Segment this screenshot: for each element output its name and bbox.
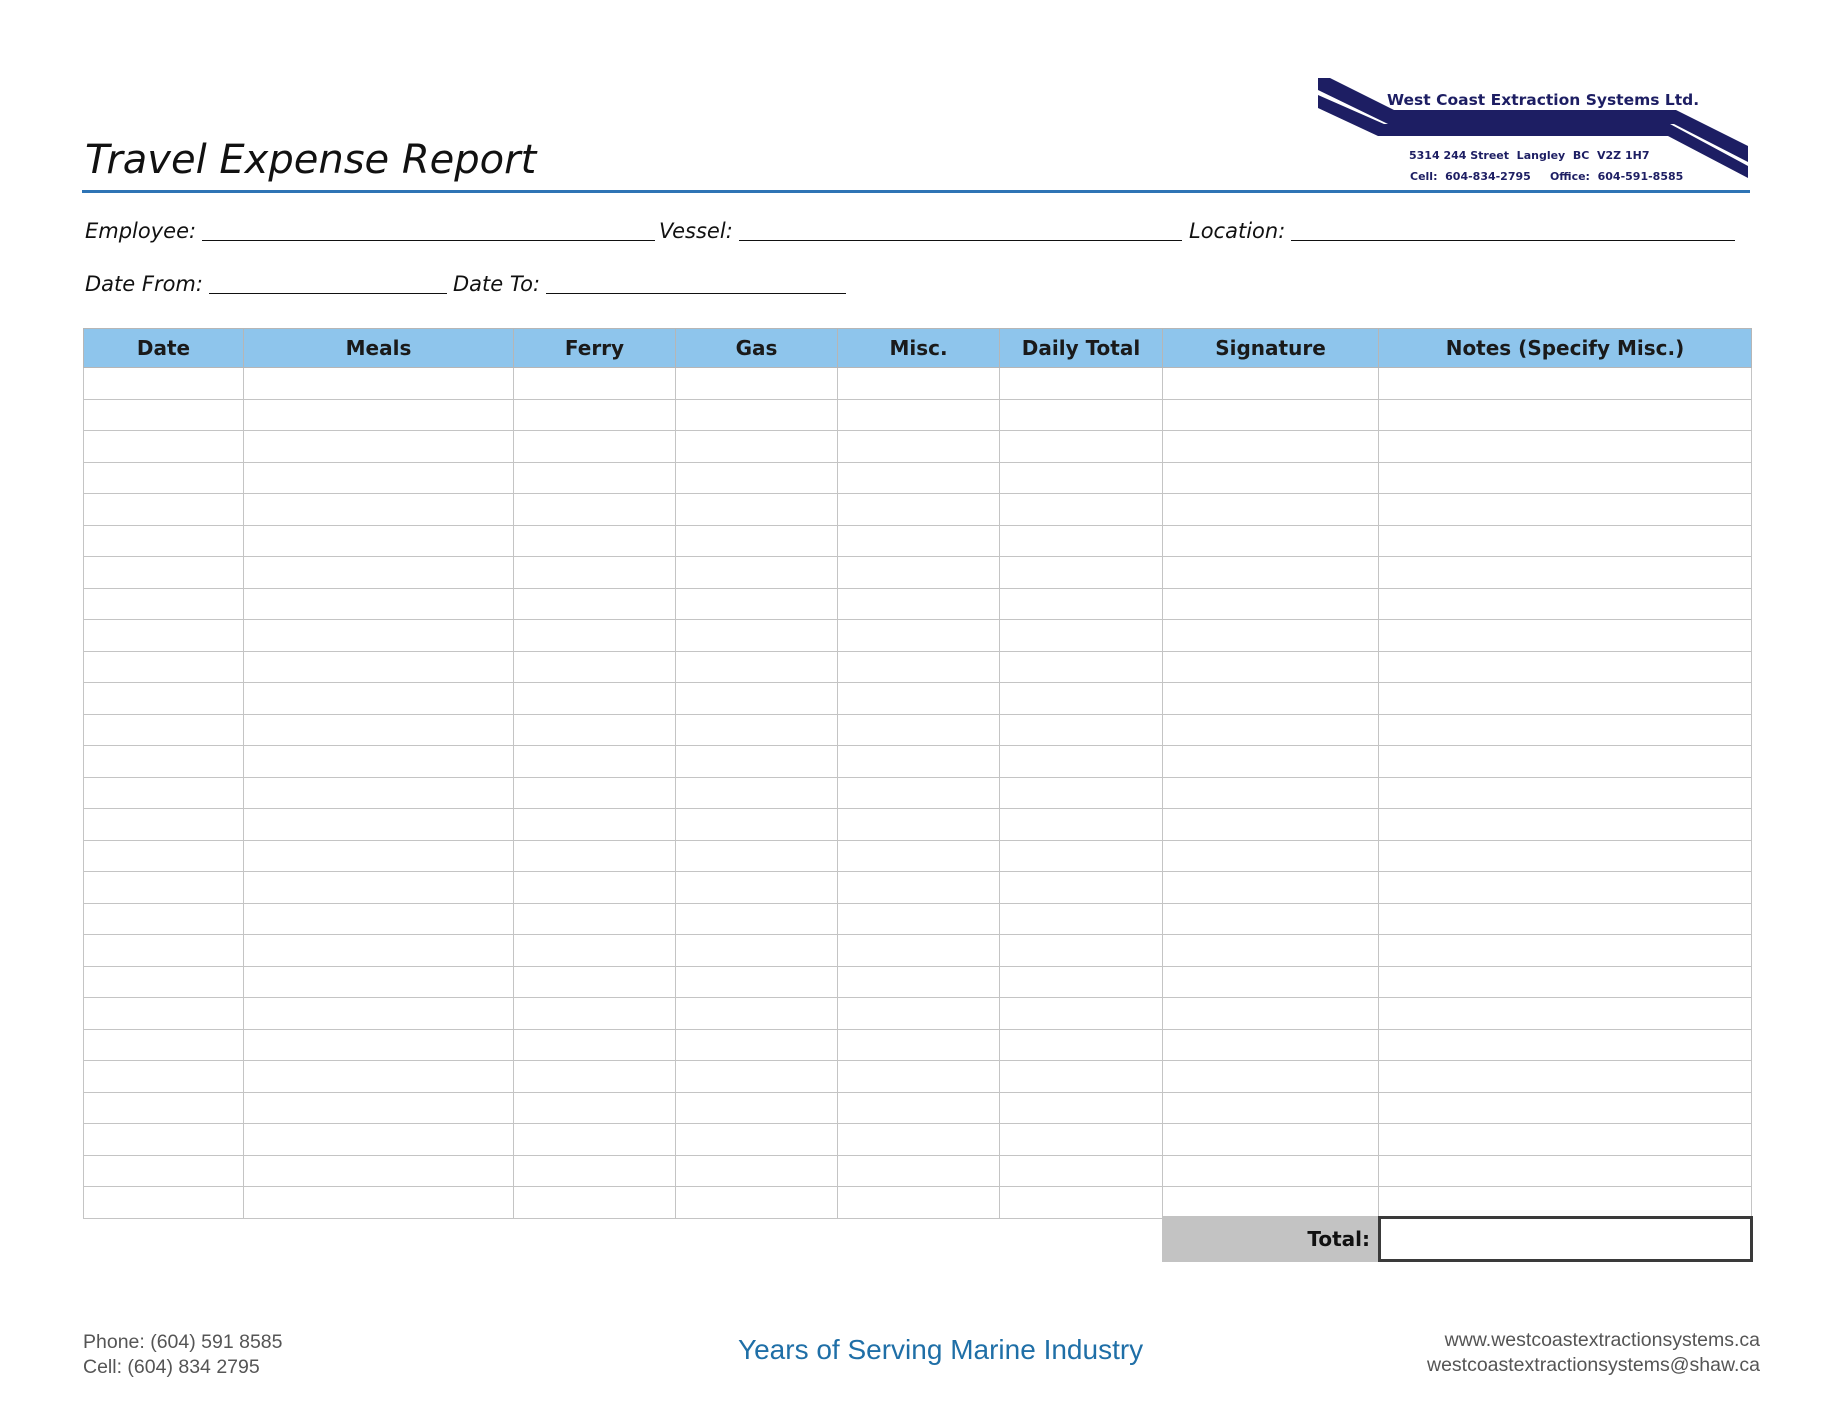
table-row: [84, 651, 1752, 683]
cell-gas[interactable]: [676, 620, 838, 652]
cell-misc[interactable]: [838, 1124, 1000, 1156]
cell-meals[interactable]: [244, 1155, 514, 1187]
cell-date[interactable]: [84, 431, 244, 463]
cell-gas[interactable]: [676, 557, 838, 589]
cell-daily-total[interactable]: [1000, 872, 1163, 904]
company-phones: Cell: 604-834-2795 Office: 604-591-8585: [1410, 170, 1684, 183]
cell-date[interactable]: [84, 683, 244, 715]
cell-meals[interactable]: [244, 903, 514, 935]
cell-meals[interactable]: [244, 431, 514, 463]
cell-misc[interactable]: [838, 746, 1000, 778]
cell-daily-total[interactable]: [1000, 525, 1163, 557]
table-row: [84, 588, 1752, 620]
table-row: [84, 494, 1752, 526]
cell-notes[interactable]: [1379, 935, 1752, 967]
cell-misc[interactable]: [838, 714, 1000, 746]
cell-ferry[interactable]: [514, 557, 676, 589]
cell-gas[interactable]: [676, 1124, 838, 1156]
cell-notes[interactable]: [1379, 368, 1752, 400]
cell-date[interactable]: [84, 966, 244, 998]
cell-ferry[interactable]: [514, 1092, 676, 1124]
cell-misc[interactable]: [838, 966, 1000, 998]
footer-website-link[interactable]: www.westcoastextractionsystems.ca: [1444, 1329, 1760, 1351]
cell-date[interactable]: [84, 1187, 244, 1219]
cell-gas[interactable]: [676, 998, 838, 1030]
cell-gas[interactable]: [676, 966, 838, 998]
cell-ferry[interactable]: [514, 746, 676, 778]
cell-gas[interactable]: [676, 525, 838, 557]
cell-misc[interactable]: [838, 1155, 1000, 1187]
cell-notes[interactable]: [1379, 557, 1752, 589]
cell-ferry[interactable]: [514, 1124, 676, 1156]
cell-ferry[interactable]: [514, 777, 676, 809]
footer-cell: Cell: (604) 834 2795: [83, 1356, 260, 1378]
cell-signature[interactable]: [1163, 525, 1379, 557]
cell-misc[interactable]: [838, 431, 1000, 463]
cell-gas[interactable]: [676, 935, 838, 967]
cell-signature[interactable]: [1163, 368, 1379, 400]
table-row: [84, 840, 1752, 872]
cell-ferry[interactable]: [514, 368, 676, 400]
cell-meals[interactable]: [244, 368, 514, 400]
cell-meals[interactable]: [244, 714, 514, 746]
company-logo: [1318, 78, 1748, 188]
cell-meals[interactable]: [244, 494, 514, 526]
cell-ferry[interactable]: [514, 1029, 676, 1061]
expense-table: [83, 328, 1752, 1219]
cell-daily-total[interactable]: [1000, 935, 1163, 967]
cell-ferry[interactable]: [514, 966, 676, 998]
table-row: [84, 1092, 1752, 1124]
vessel-input-line[interactable]: [739, 216, 1182, 241]
table-row: [84, 746, 1752, 778]
cell-gas[interactable]: [676, 399, 838, 431]
cell-ferry[interactable]: [514, 588, 676, 620]
cell-date[interactable]: [84, 651, 244, 683]
cell-misc[interactable]: [838, 620, 1000, 652]
cell-date[interactable]: [84, 368, 244, 400]
cell-signature[interactable]: [1163, 777, 1379, 809]
cell-signature[interactable]: [1163, 935, 1379, 967]
cell-daily-total[interactable]: [1000, 683, 1163, 715]
cell-daily-total[interactable]: [1000, 399, 1163, 431]
vessel-field[interactable]: [659, 214, 1182, 244]
cell-ferry[interactable]: [514, 431, 676, 463]
table-row: [84, 368, 1752, 400]
cell-ferry[interactable]: [514, 903, 676, 935]
employee-field[interactable]: [85, 214, 655, 244]
cell-ferry[interactable]: [514, 399, 676, 431]
cell-gas[interactable]: [676, 1061, 838, 1093]
table-row: [84, 809, 1752, 841]
cell-meals[interactable]: [244, 651, 514, 683]
cell-meals[interactable]: [244, 1187, 514, 1219]
cell-meals[interactable]: [244, 872, 514, 904]
table-row: [84, 935, 1752, 967]
table-row: [84, 525, 1752, 557]
cell-meals[interactable]: [244, 1092, 514, 1124]
cell-notes[interactable]: [1379, 1187, 1752, 1219]
cell-notes[interactable]: [1379, 998, 1752, 1030]
cell-notes[interactable]: [1379, 651, 1752, 683]
footer-email-link[interactable]: westcoastextractionsystems@shaw.ca: [1426, 1354, 1760, 1376]
cell-date[interactable]: [84, 1155, 244, 1187]
cell-misc[interactable]: [838, 651, 1000, 683]
cell-gas[interactable]: [676, 368, 838, 400]
cell-meals[interactable]: [244, 840, 514, 872]
cell-daily-total[interactable]: [1000, 368, 1163, 400]
cell-signature[interactable]: [1163, 998, 1379, 1030]
table-row: [84, 620, 1752, 652]
cell-daily-total[interactable]: [1000, 494, 1163, 526]
cell-date[interactable]: [84, 935, 244, 967]
cell-date[interactable]: [84, 1061, 244, 1093]
cell-signature[interactable]: [1163, 903, 1379, 935]
cell-signature[interactable]: [1163, 746, 1379, 778]
cell-meals[interactable]: [244, 462, 514, 494]
date-to-input-line[interactable]: [546, 269, 846, 294]
company-name: West Coast Extraction Systems Ltd.: [1387, 91, 1700, 109]
cell-signature[interactable]: [1163, 1092, 1379, 1124]
cell-date[interactable]: [84, 872, 244, 904]
cell-meals[interactable]: [244, 777, 514, 809]
cell-signature[interactable]: [1163, 1061, 1379, 1093]
cell-signature[interactable]: [1163, 462, 1379, 494]
cell-ferry[interactable]: [514, 525, 676, 557]
cell-misc[interactable]: [838, 1061, 1000, 1093]
cell-gas[interactable]: [676, 872, 838, 904]
table-row: [84, 557, 1752, 589]
total-label: Total:: [1162, 1216, 1378, 1262]
cell-daily-total[interactable]: [1000, 620, 1163, 652]
cell-meals[interactable]: [244, 809, 514, 841]
cell-signature[interactable]: [1163, 714, 1379, 746]
cell-misc[interactable]: [838, 809, 1000, 841]
table-row: [84, 1155, 1752, 1187]
cell-signature[interactable]: [1163, 399, 1379, 431]
cell-signature[interactable]: [1163, 1187, 1379, 1219]
column-header-ferry: Ferry: [514, 329, 676, 368]
cell-misc[interactable]: [838, 935, 1000, 967]
cell-notes[interactable]: [1379, 872, 1752, 904]
cell-gas[interactable]: [676, 683, 838, 715]
table-row: [84, 431, 1752, 463]
cell-meals[interactable]: [244, 966, 514, 998]
cell-gas[interactable]: [676, 1155, 838, 1187]
footer-web: [1427, 1328, 1760, 1378]
cell-misc[interactable]: [838, 588, 1000, 620]
cell-daily-total[interactable]: [1000, 431, 1163, 463]
cell-misc[interactable]: [838, 1092, 1000, 1124]
cell-meals[interactable]: [244, 588, 514, 620]
date-from-label: Date From:: [85, 272, 203, 296]
header-divider: [82, 190, 1750, 193]
cell-signature[interactable]: [1163, 809, 1379, 841]
cell-daily-total[interactable]: [1000, 1124, 1163, 1156]
cell-notes[interactable]: [1379, 1061, 1752, 1093]
column-header-daily-total: Daily Total: [1000, 329, 1163, 368]
cell-daily-total[interactable]: [1000, 998, 1163, 1030]
cell-gas[interactable]: [676, 809, 838, 841]
cell-daily-total[interactable]: [1000, 903, 1163, 935]
table-row: [84, 966, 1752, 998]
cell-daily-total[interactable]: [1000, 1029, 1163, 1061]
cell-daily-total[interactable]: [1000, 809, 1163, 841]
cell-date[interactable]: [84, 998, 244, 1030]
total-input-box[interactable]: [1378, 1216, 1753, 1262]
cell-notes[interactable]: [1379, 494, 1752, 526]
cell-notes[interactable]: [1379, 714, 1752, 746]
cell-signature[interactable]: [1163, 872, 1379, 904]
cell-daily-total[interactable]: [1000, 714, 1163, 746]
cell-signature[interactable]: [1163, 620, 1379, 652]
cell-date[interactable]: [84, 462, 244, 494]
cell-misc[interactable]: [838, 1029, 1000, 1061]
cell-daily-total[interactable]: [1000, 588, 1163, 620]
table-row: [84, 777, 1752, 809]
cell-notes[interactable]: [1379, 588, 1752, 620]
footer-tagline: Years of Serving Marine Industry: [738, 1334, 1144, 1365]
column-header-gas: Gas: [676, 329, 838, 368]
cell-daily-total[interactable]: [1000, 1187, 1163, 1219]
cell-meals[interactable]: [244, 557, 514, 589]
cell-daily-total[interactable]: [1000, 651, 1163, 683]
cell-misc[interactable]: [838, 399, 1000, 431]
expense-table-body: [84, 368, 1752, 1219]
cell-daily-total[interactable]: [1000, 462, 1163, 494]
cell-notes[interactable]: [1379, 777, 1752, 809]
cell-meals[interactable]: [244, 620, 514, 652]
cell-gas[interactable]: [676, 588, 838, 620]
table-row: [84, 714, 1752, 746]
cell-signature[interactable]: [1163, 840, 1379, 872]
cell-signature[interactable]: [1163, 1155, 1379, 1187]
cell-ferry[interactable]: [514, 840, 676, 872]
cell-misc[interactable]: [838, 872, 1000, 904]
cell-ferry[interactable]: [514, 1061, 676, 1093]
cell-notes[interactable]: [1379, 399, 1752, 431]
cell-gas[interactable]: [676, 1187, 838, 1219]
cell-notes[interactable]: [1379, 809, 1752, 841]
cell-date[interactable]: [84, 494, 244, 526]
date-from-input-line[interactable]: [209, 269, 447, 294]
cell-daily-total[interactable]: [1000, 746, 1163, 778]
cell-gas[interactable]: [676, 494, 838, 526]
date-to-field[interactable]: [453, 267, 846, 297]
cell-gas[interactable]: [676, 746, 838, 778]
cell-signature[interactable]: [1163, 651, 1379, 683]
cell-gas[interactable]: [676, 1092, 838, 1124]
table-row: [84, 399, 1752, 431]
cell-ferry[interactable]: [514, 683, 676, 715]
cell-ferry[interactable]: [514, 714, 676, 746]
cell-meals[interactable]: [244, 683, 514, 715]
location-input-line[interactable]: [1291, 216, 1735, 241]
cell-gas[interactable]: [676, 462, 838, 494]
cell-gas[interactable]: [676, 651, 838, 683]
table-row: [84, 998, 1752, 1030]
cell-misc[interactable]: [838, 494, 1000, 526]
location-label: Location:: [1189, 219, 1286, 243]
cell-meals[interactable]: [244, 1029, 514, 1061]
cell-notes[interactable]: [1379, 1092, 1752, 1124]
cell-notes[interactable]: [1379, 1029, 1752, 1061]
cell-misc[interactable]: [838, 462, 1000, 494]
cell-date[interactable]: [84, 809, 244, 841]
cell-date[interactable]: [84, 620, 244, 652]
cell-ferry[interactable]: [514, 1187, 676, 1219]
cell-daily-total[interactable]: [1000, 1061, 1163, 1093]
cell-daily-total[interactable]: [1000, 1092, 1163, 1124]
cell-notes[interactable]: [1379, 431, 1752, 463]
cell-meals[interactable]: [244, 399, 514, 431]
employee-input-line[interactable]: [202, 216, 655, 241]
cell-notes[interactable]: [1379, 840, 1752, 872]
table-row: [84, 1187, 1752, 1219]
cell-notes[interactable]: [1379, 746, 1752, 778]
table-row: [84, 683, 1752, 715]
cell-ferry[interactable]: [514, 1155, 676, 1187]
cell-daily-total[interactable]: [1000, 840, 1163, 872]
cell-misc[interactable]: [838, 683, 1000, 715]
table-row: [84, 1061, 1752, 1093]
cell-notes[interactable]: [1379, 903, 1752, 935]
cell-date[interactable]: [84, 1029, 244, 1061]
column-header-misc: Misc.: [838, 329, 1000, 368]
employee-label: Employee:: [85, 219, 197, 243]
table-header-row: [84, 329, 1752, 368]
cell-notes[interactable]: [1379, 683, 1752, 715]
cell-date[interactable]: [84, 525, 244, 557]
cell-date[interactable]: [84, 588, 244, 620]
date-to-label: Date To:: [453, 272, 541, 296]
cell-ferry[interactable]: [514, 494, 676, 526]
cell-date[interactable]: [84, 1092, 244, 1124]
table-row: [84, 903, 1752, 935]
cell-notes[interactable]: [1379, 1155, 1752, 1187]
cell-date[interactable]: [84, 714, 244, 746]
cell-ferry[interactable]: [514, 651, 676, 683]
cell-misc[interactable]: [838, 998, 1000, 1030]
cell-meals[interactable]: [244, 1124, 514, 1156]
table-row: [84, 462, 1752, 494]
cell-meals[interactable]: [244, 998, 514, 1030]
date-from-field[interactable]: [85, 267, 447, 297]
footer-contact: [83, 1330, 283, 1380]
cell-gas[interactable]: [676, 1029, 838, 1061]
cell-ferry[interactable]: [514, 809, 676, 841]
cell-gas[interactable]: [676, 903, 838, 935]
cell-date[interactable]: [84, 903, 244, 935]
cell-signature[interactable]: [1163, 1029, 1379, 1061]
vessel-label: Vessel:: [659, 219, 733, 243]
cell-misc[interactable]: [838, 368, 1000, 400]
cell-misc[interactable]: [838, 525, 1000, 557]
page-title: Travel Expense Report: [85, 137, 537, 183]
cell-date[interactable]: [84, 746, 244, 778]
cell-gas[interactable]: [676, 714, 838, 746]
cell-notes[interactable]: [1379, 1124, 1752, 1156]
cell-signature[interactable]: [1163, 683, 1379, 715]
column-header-date: Date: [84, 329, 244, 368]
cell-daily-total[interactable]: [1000, 777, 1163, 809]
cell-signature[interactable]: [1163, 966, 1379, 998]
cell-date[interactable]: [84, 840, 244, 872]
cell-ferry[interactable]: [514, 462, 676, 494]
cell-ferry[interactable]: [514, 935, 676, 967]
cell-notes[interactable]: [1379, 462, 1752, 494]
cell-ferry[interactable]: [514, 620, 676, 652]
cell-misc[interactable]: [838, 777, 1000, 809]
cell-notes[interactable]: [1379, 620, 1752, 652]
cell-gas[interactable]: [676, 840, 838, 872]
column-header-meals: Meals: [244, 329, 514, 368]
cell-daily-total[interactable]: [1000, 966, 1163, 998]
cell-meals[interactable]: [244, 935, 514, 967]
cell-daily-total[interactable]: [1000, 1155, 1163, 1187]
cell-signature[interactable]: [1163, 588, 1379, 620]
cell-ferry[interactable]: [514, 872, 676, 904]
cell-daily-total[interactable]: [1000, 557, 1163, 589]
cell-misc[interactable]: [838, 840, 1000, 872]
cell-gas[interactable]: [676, 777, 838, 809]
cell-misc[interactable]: [838, 557, 1000, 589]
cell-ferry[interactable]: [514, 998, 676, 1030]
table-row: [84, 1124, 1752, 1156]
cell-notes[interactable]: [1379, 525, 1752, 557]
cell-date[interactable]: [84, 557, 244, 589]
column-header-signature: Signature: [1163, 329, 1379, 368]
cell-signature[interactable]: [1163, 1124, 1379, 1156]
cell-date[interactable]: [84, 777, 244, 809]
cell-misc[interactable]: [838, 1187, 1000, 1219]
cell-signature[interactable]: [1163, 494, 1379, 526]
cell-gas[interactable]: [676, 431, 838, 463]
cell-meals[interactable]: [244, 525, 514, 557]
location-field[interactable]: [1189, 214, 1735, 244]
table-row: [84, 1029, 1752, 1061]
cell-meals[interactable]: [244, 746, 514, 778]
cell-signature[interactable]: [1163, 431, 1379, 463]
cell-misc[interactable]: [838, 903, 1000, 935]
cell-meals[interactable]: [244, 1061, 514, 1093]
cell-date[interactable]: [84, 399, 244, 431]
cell-notes[interactable]: [1379, 966, 1752, 998]
cell-date[interactable]: [84, 1124, 244, 1156]
table-row: [84, 872, 1752, 904]
company-address: 5314 244 Street Langley BC V2Z 1H7: [1409, 149, 1650, 162]
footer-phone: Phone: (604) 591 8585: [83, 1331, 283, 1353]
cell-signature[interactable]: [1163, 557, 1379, 589]
column-header-notes: Notes (Specify Misc.): [1379, 329, 1752, 368]
